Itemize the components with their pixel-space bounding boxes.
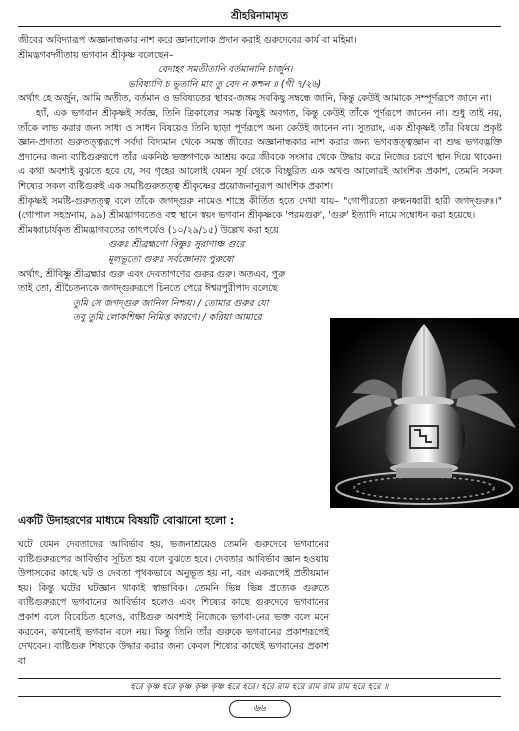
paragraph: তাই তো, শ্রীচৈতন্যকে জগদ্গুরুরূপে চিনতে পেরে ঈশ্বরপুরীপাদ বলেছে [18,283,278,295]
section-text [18,538,329,669]
verse-line: তুমি সে জগদ্গুরু জানিল নিশ্চয়। / তোমার গুরুর যো [73,297,269,309]
verse-line: বেদাহং সমতীতানি বর্তমানানি চার্জুন। [158,64,293,76]
main-text [18,34,502,326]
footer-mantra: হরে কৃষ্ণ হরে কৃষ্ণ কৃষ্ণ কৃষ্ণ হরে হরে। হরে রাম হরে রাম রাম রাম হরে হরে ॥ [130,681,389,691]
paragraph: শ্রীকৃষ্ণই সমষ্টি-গুরুতত্ত্ব বলে তাঁকে জগদ্গুরু নামেও শাস্ত্রে কীর্তিত হতে দেখা যায়– "গোপীরতো রুক্মনধ্বারী হারী জগদ্গুরুঃ।" (গোপাল সহস্রনাম, ৯৯) শ্রীমদ্ভাগবতেও বহু স্থানে স্বয়ং ভগবান শ্রীকৃষ্ণকে 'পরমগুরু', 'গুরু' ইত্যাদি নামে সম্বোধন করা হয়েছে। [18,195,502,222]
text-beside-photo [18,224,326,326]
section-heading: একটি উদাহরণের মাধ্যমে বিষয়টি বোঝানো হলো : [18,514,235,527]
page-number: ৬৬ [229,700,291,718]
footer-divider [18,696,501,697]
paragraph: জীবের অবিদ্যারূপ অজ্ঞানান্ধকার নাশ করে জ্ঞানালোক প্রদান করাই গুরুদেবের কার্য বা মহিমা। [18,35,357,46]
paragraph: অর্থাৎ, শ্রীবিষ্ণু শ্রীব্রহ্মার গুরু এবং দেবতাগণের গুরুর গুরু। অতএব, পুরু [18,268,286,280]
paragraph: হ্যাঁ, এক ভগবান শ্রীকৃষ্ণই সর্বজ্ঞ, তিনি ত্রিকালের সমস্ত কিছুই অবগত, কিন্তু কেউই তাঁকে পূর্ণরূপে জানেন না। শুধু তাই নয়, তাঁকে লাভ করার জন্য সাধ্য ও সাধন বিষয়েও তিনি ছাড়া পূর্ণরূপে অন্য কেউই জানেন না। সুতরাং, এক শ্রীকৃষ্ণই তাঁর বিষয়ে প্রকৃষ্ট জ্ঞান-প্রদাতা গুরুতত্ত্বরূপে সর্বদা বিদ্যমান থেকে সমস্ত জীবের অজ্ঞানান্ধকার নাশ করার জন্য ভগবত্তত্ত্বজ্ঞান বা শুদ্ধ ভগবদ্ভক্তি প্রদানের জন্য ব্যষ্টিগুরুরূপে তাঁর একনিষ্ঠ ভক্তগণকে আশ্রয় করে জীবকে সংসার থেকে উদ্ধার করে নিজের চরণে স্থান দিয়ে থাকেন। এ কথা অবশ্যই বুঝতে হবে যে, সব গৃহের আলোই যেমন সূর্য থেকে বিচ্ছুরিত এক অখণ্ড আলোরই আংশিক প্রকাশ, তেমনি সকল শিষ্যের সকল ব্যষ্টিগুরুই এক সমষ্টিগুরুতত্ত্ব শ্রীকৃষ্ণের প্রয়োজনানুরূপ আংশিক প্রকাশ। [18,107,502,192]
verse-line: মূলভূতো গুরুঃ সর্বজ্ঞোনাং পুরুষো [108,253,234,265]
kalash-photo [330,318,519,508]
paragraph: অর্থাৎ হে অর্জুন, আমি অতীত, বর্তমান ও ভবিষ্যতের স্থাবর-জঙ্গম সবকিছু সম্বন্ধে জানি, কিন্তু কেউই আমাকে সম্পূর্ণরূপে জানে না। [18,93,492,105]
verse-line: তবু তুমি লোকশিক্ষা নিমিত্ত কারণে। / করিয়া আমারে [73,312,262,324]
verse-line: ভবিষ্যাণি চ ভূতানি মাং তু বেদ ন কশ্চন ॥ (গী ৭/২৬) [128,78,322,90]
footer-divider [18,678,501,679]
kalash-image [330,318,519,508]
paragraph: শ্রীমধ্বাচার্যকৃত শ্রীমদ্ভাগবতের তাৎপর্যেও (১০/২৯/১৫) উল্লেখ করা হয়ে [18,224,279,236]
verse-line: গুরুঃ শ্রীব্রহ্মণো বিষ্ণুঃ সুরাণাঞ্চ গুরে [108,239,245,251]
paragraph: ঘটে যেমন দেবতাদের আবির্ভাব হয়, ভজনাশ্রয়েও তেমনি গুরুদেবে ভগবানের ব্যষ্টিগুরুরূপের আবির্ভাব সূচিত হয় বলে বুঝতে হবে। দেবতার আবির্ভাব জ্ঞান হওয়ায় উপাসকের কাছে ঘট ও দেবতা পৃথকভাবে অনুভূত হয় না, বরং একরূপেই প্রতীয়মান হয়। কিন্তু ঘটের ঘটজ্ঞান থাকাই স্বাভাবিক। তেমনি ভিন্ন ভিন্ন প্রত্যেক গুরুতে ব্যষ্টিগুরুরূপে ভগবানের আবির্ভাব হলেও এবং শিষ্যের কাছে গুরুদেবে ভগবানের প্রকাশ বলে বিবেচিত হলেও, ব্যষ্টিগুরু অবশ্যই নিজেকে ভগবা-নের ভক্ত বলে মনে করবেন, কখনোই ভগবান বলে নয়। কিন্তু তিনি তাঁর গুরুকে ভগবানের প্রকাশরূপেই দেখবেন। ব্যষ্টিগুরু শিষ্যকে উদ্ধার করার জন্য কেবল শিষ্যের কাছেই ভগবানের প্রকাশ বা [18,539,329,667]
running-header [18,6,501,27]
book-title: শ্রীহরিনামামৃত [230,10,289,22]
paragraph: শ্রীমদ্ভগবদ্গীতায় ভগবান শ্রীকৃষ্ণ বলেছেন– [18,49,174,61]
